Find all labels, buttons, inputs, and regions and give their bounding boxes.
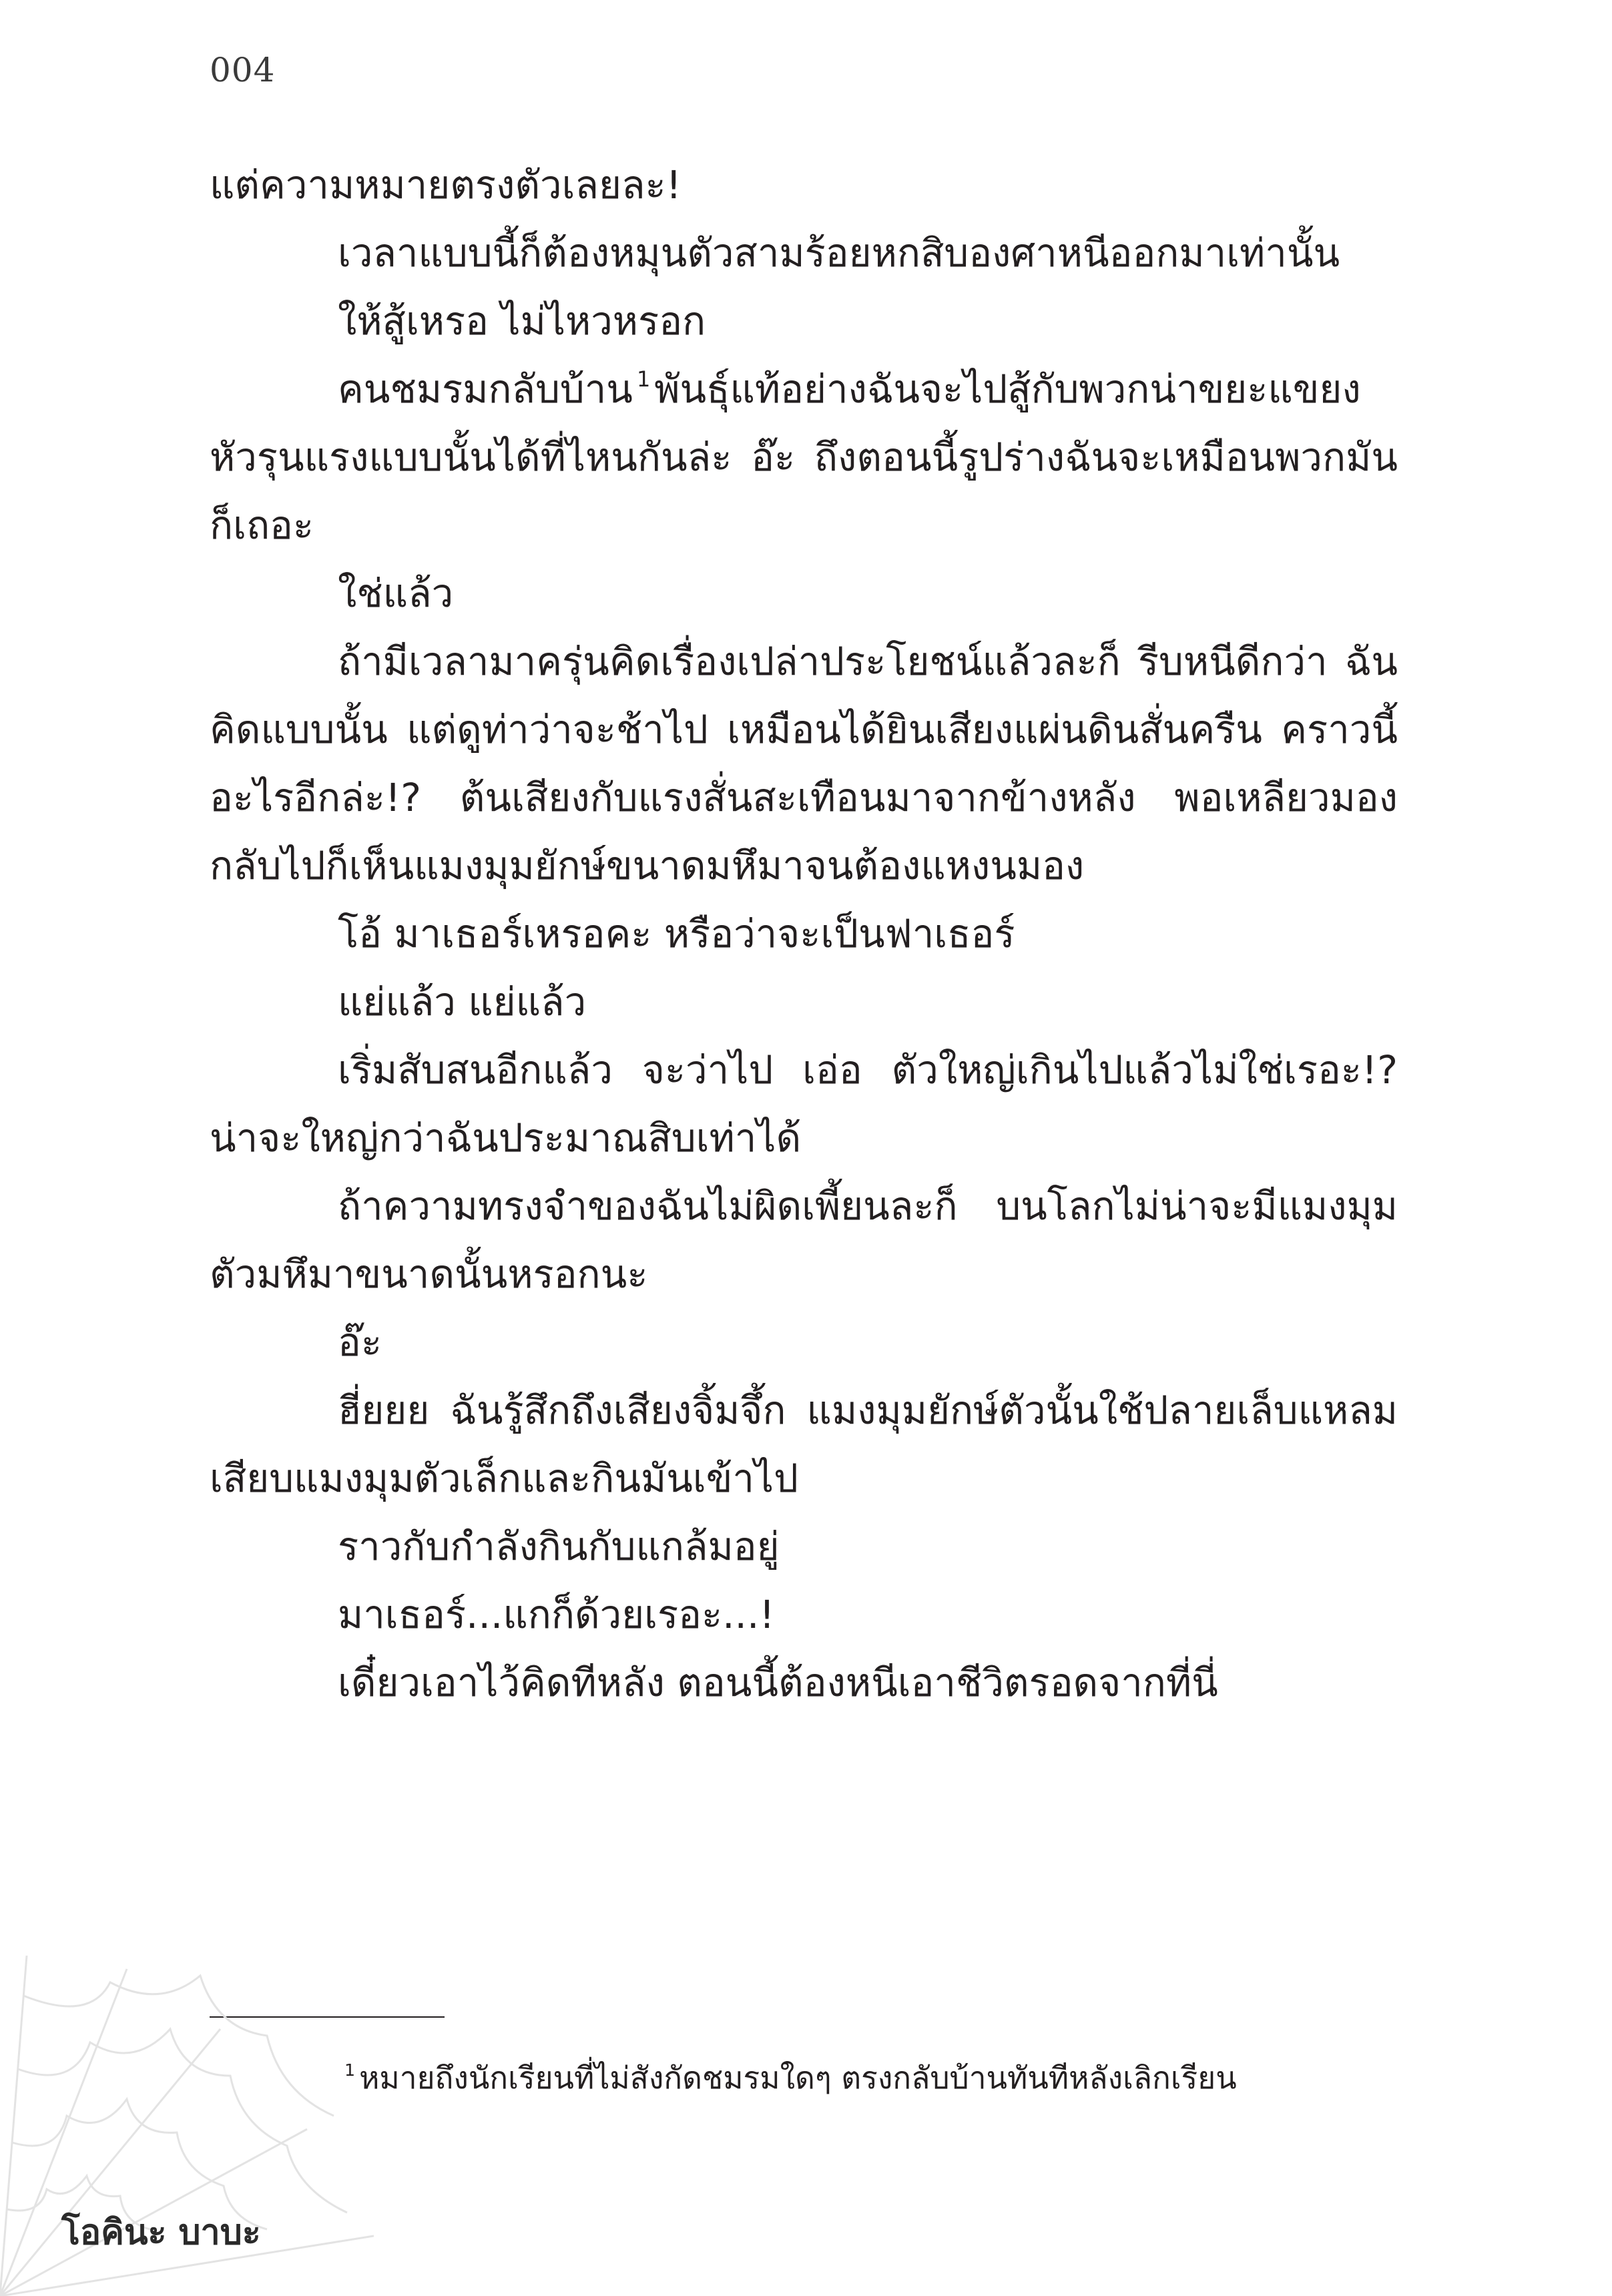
footnote-text: หมายถึงนักเรียนที่ไม่สังกัดชมรมใดๆ ตรงกลับบ้านทันทีหลังเลิกเรียน bbox=[359, 2060, 1237, 2096]
paragraph-5: ใช่แล้ว bbox=[338, 571, 454, 616]
footnote-ref: 1 bbox=[636, 366, 651, 392]
body-text bbox=[210, 151, 1398, 1717]
paragraph-15: เดี๋ยวเอาไว้คิดทีหลัง ตอนนี้ต้องหนีเอาชีวิตรอดจากที่นี่ bbox=[338, 1660, 1218, 1705]
paragraph-7: โอ้ มาเธอร์เหรอคะ หรือว่าจะเป็นฟาเธอร์ bbox=[338, 911, 1015, 956]
paragraph-13: ราวกับกำลังกินกับแกล้มอยู่ bbox=[338, 1524, 780, 1569]
paragraph-14: มาเธอร์...แกก็ด้วยเรอะ...! bbox=[338, 1592, 775, 1637]
paragraph-6: ถ้ามีเวลามาครุ่นคิดเรื่องเปล่าประโยชน์แล้วละก็ รีบหนีดีกว่า ฉันคิดแบบนั้น แต่ดูท่าว่าจะช้าไป เหมือนได้ยินเสียงแผ่นดินสั่นครืน คราวนี้อะไรอีกล่ะ!? ต้นเสียงกับแรงสั่นสะเทือนมาจากข้างหลัง พอเหลียวมองกลับไปก็เห็นแมงมุมยักษ์ขนาดมหึมาจนต้องแหงนมอง bbox=[210, 639, 1398, 888]
footnote-marker: 1 bbox=[344, 2060, 356, 2080]
book-title: โอคินะ บาบะ bbox=[61, 2213, 261, 2253]
paragraph-2: เวลาแบบนี้ก็ต้องหมุนตัวสามร้อยหกสิบองศาหนีออกมาเท่านั้น bbox=[338, 230, 1340, 276]
paragraph-1: แต่ความหมายตรงตัวเลยละ! bbox=[210, 162, 682, 208]
paragraph-4-before: คนชมรมกลับบ้าน bbox=[338, 366, 633, 412]
paragraph-9: เริ่มสับสนอีกแล้ว จะว่าไป เอ่อ ตัวใหญ่เกินไปแล้วไม่ใช่เรอะ!? น่าจะใหญ่กว่าฉันประมาณสิบเท่าได้ bbox=[210, 1047, 1398, 1161]
paragraph-4-after: พันธุ์แท้อย่างฉันจะไปสู้กับพวกน่าขยะแขยงหัวรุนแรงแบบนั้นได้ที่ไหนกันล่ะ อ๊ะ ถึงตอนนี้รูปร่างฉันจะเหมือนพวกมันก็เถอะ bbox=[210, 366, 1398, 548]
paragraph-4 bbox=[210, 355, 1398, 559]
paragraph-8: แย่แล้ว แย่แล้ว bbox=[338, 979, 587, 1025]
paragraph-3: ให้สู้เหรอ ไม่ไหวหรอก bbox=[338, 298, 706, 344]
paragraph-11: อ๊ะ bbox=[338, 1320, 382, 1365]
paragraph-10: ถ้าความทรงจำของฉันไม่ผิดเพี้ยนละก็ บนโลกไม่น่าจะมีแมงมุมตัวมหึมาขนาดนั้นหรอกนะ bbox=[210, 1183, 1398, 1297]
paragraph-12: ฮี่ยยย ฉันรู้สึกถึงเสียงจิ้มจึ้ก แมงมุมยักษ์ตัวนั้นใช้ปลายเล็บแหลมเสียบแมงมุมตัวเล็กและกินมันเข้าไป bbox=[210, 1388, 1398, 1501]
page-number: 004 bbox=[210, 51, 276, 89]
footnote bbox=[210, 2054, 1398, 2101]
